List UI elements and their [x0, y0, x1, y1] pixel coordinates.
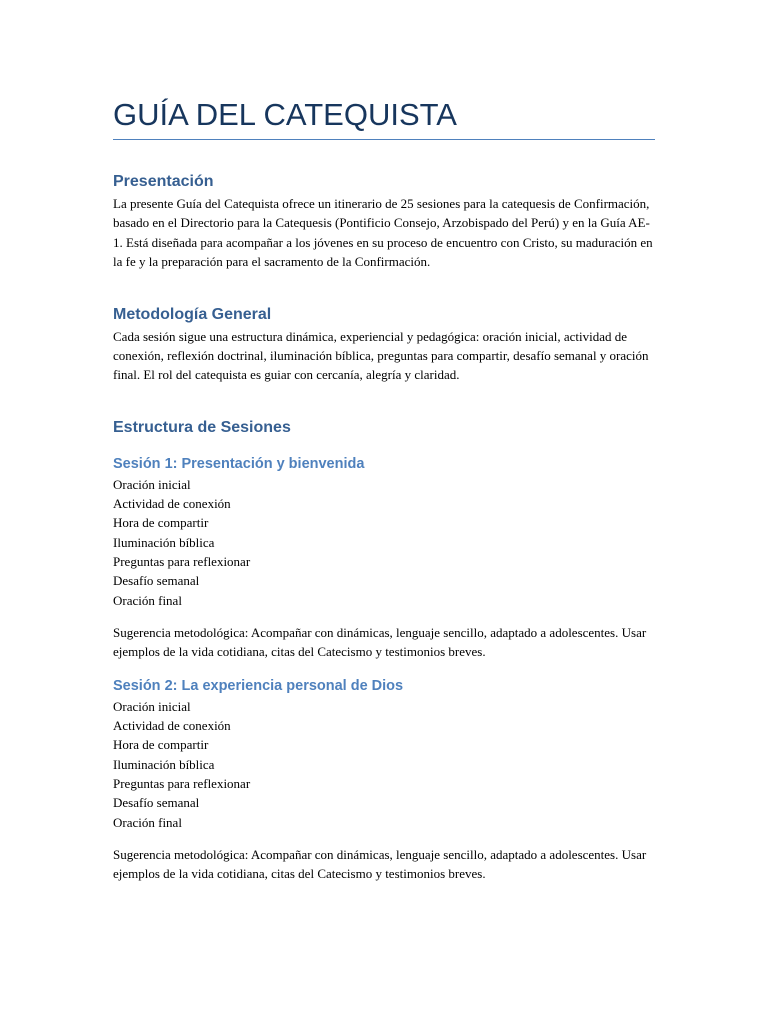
heading-presentacion: Presentación	[113, 173, 214, 190]
session-1-heading: Sesión 1: Presentación y bienvenida	[113, 455, 365, 472]
list-item: Hora de compartir	[113, 737, 209, 753]
list-item: Hora de compartir	[113, 515, 209, 531]
metodologia-body: Cada sesión sigue una estructura dinámica, experiencial y pedagógica: oración inicial, actividad de conexión, reflexión doctrinal, iluminación bíblica, preguntas para compartir, desafío semanal y oración final. El rol del catequista es guiar con cercanía, alegría y claridad.	[113, 328, 649, 383]
list-item: Desafío semanal	[113, 573, 200, 589]
session-1-list	[113, 475, 655, 610]
document-page	[113, 0, 655, 884]
list-item: Actividad de conexión	[113, 496, 231, 512]
session-2-heading: Sesión 2: La experiencia personal de Dios	[113, 677, 404, 694]
list-item: Actividad de conexión	[113, 718, 231, 734]
list-item: Preguntas para reflexionar	[113, 554, 251, 570]
session-2-suggestion: Sugerencia metodológica: Acompañar con dinámicas, lenguaje sencillo, adaptado a adolescentes. Usar ejemplos de la vida cotidiana, citas del Catecismo y testimonios breves.	[113, 846, 647, 882]
list-item: Iluminación bíblica	[113, 534, 215, 550]
heading-estructura: Estructura de Sesiones	[113, 418, 291, 436]
list-item: Oración final	[113, 814, 182, 830]
presentacion-body: La presente Guía del Catequista ofrece un itinerario de 25 sesiones para la catequesis de Confirmación, basado en el Directorio para la Catequesis (Pontificio Consejo, Arzobispado del Perú) y en la Guía AE-1. Está diseñada para acompañar a los jóvenes en su proceso de encuentro con Cristo, su maduración en la fe y la preparación para el sacramento de la Confirmación.	[113, 196, 653, 270]
session-2-list	[113, 697, 655, 832]
title-divider	[113, 139, 655, 140]
list-item: Iluminación bíblica	[113, 756, 215, 772]
list-item: Oración inicial	[113, 476, 191, 492]
list-item: Oración inicial	[113, 698, 191, 714]
heading-metodologia: Metodología General	[113, 305, 272, 323]
list-item: Oración final	[113, 592, 182, 608]
list-item: Preguntas para reflexionar	[113, 775, 251, 791]
document-title: GUÍA DEL CATEQUISTA	[113, 97, 457, 132]
list-item: Desafío semanal	[113, 795, 200, 811]
session-1-suggestion: Sugerencia metodológica: Acompañar con dinámicas, lenguaje sencillo, adaptado a adolescentes. Usar ejemplos de la vida cotidiana, citas del Catecismo y testimonios breves.	[113, 624, 647, 660]
